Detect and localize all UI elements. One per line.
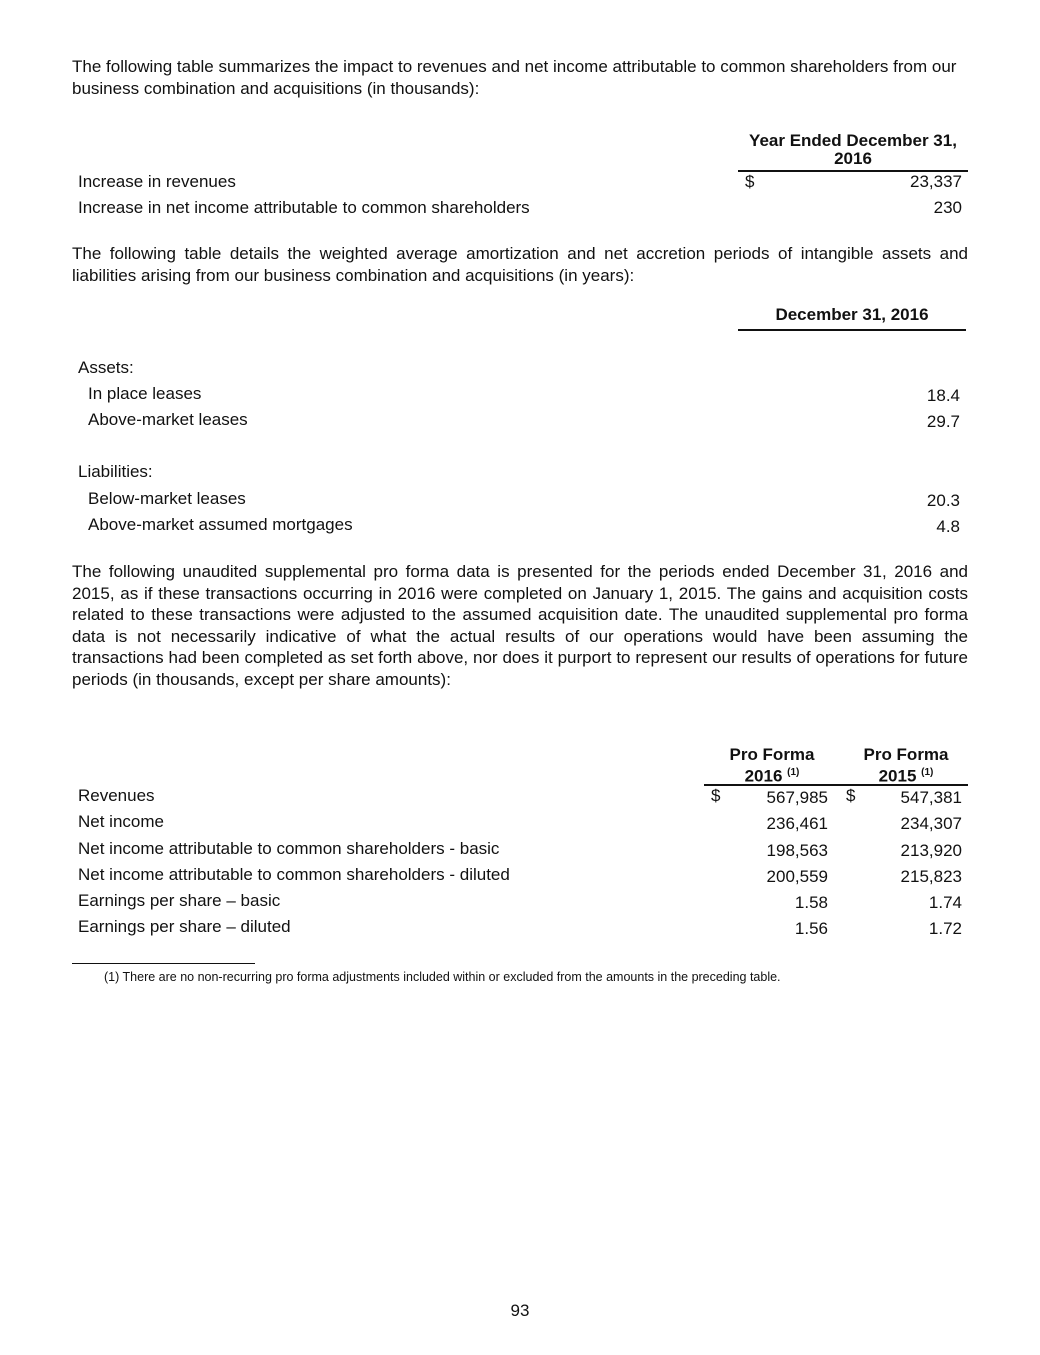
table-row	[72, 837, 968, 861]
row-value-2016: 200,559	[766, 867, 828, 886]
section-heading	[72, 460, 968, 484]
table-row	[72, 915, 968, 939]
table-row	[72, 170, 968, 194]
dollar-sign: $	[711, 786, 721, 805]
dollar-sign: $	[846, 786, 856, 805]
col2-header-line2: 2015	[878, 766, 917, 786]
row-value-2015: 215,823	[900, 867, 962, 886]
row-value: 18.4	[926, 386, 960, 405]
table1-header-line2: 2016	[834, 149, 872, 168]
table-row	[72, 196, 968, 220]
row-value-2015: 547,381	[900, 788, 962, 807]
col1-header-line2: 2016	[744, 766, 783, 786]
intro-paragraph-1: The following table summarizes the impact to revenues and net income attributable to common shareholders from our business combination and acquisitions (in thousands):	[72, 57, 957, 98]
table-row	[72, 382, 968, 406]
page-number: 93	[510, 1301, 530, 1320]
row-label: Earnings per share – basic	[78, 891, 281, 910]
row-value-2015: 1.74	[928, 893, 962, 912]
row-label: In place leases	[88, 384, 202, 403]
table3-col2-header	[844, 746, 968, 786]
row-label: Above-market leases	[88, 410, 248, 429]
footnote-rule	[72, 963, 255, 964]
row-label: Below-market leases	[88, 489, 246, 508]
row-value-2016: 198,563	[766, 841, 828, 860]
table2-header-rule	[738, 329, 966, 331]
row-label: Net income attributable to common shareholders - basic	[78, 839, 500, 858]
row-value-2016: 1.56	[794, 919, 828, 938]
intro-paragraph-2: The following table details the weighted average amortization and net accretion periods of intangible assets and liabilities arising from our business combination and acquisitions (in years):	[72, 244, 968, 285]
table-row	[72, 810, 968, 834]
row-value-2015: 213,920	[900, 841, 962, 860]
footnote-marker: (1)	[921, 767, 934, 778]
row-value-2015: 1.72	[928, 919, 962, 938]
row-label: Increase in net income attributable to common shareholders	[78, 198, 530, 217]
table3-col1-header	[710, 746, 834, 786]
row-value: 230	[933, 198, 962, 217]
row-label: Net income	[78, 812, 164, 831]
col2-header-line1: Pro Forma	[863, 745, 949, 764]
amortization-periods-table	[72, 306, 968, 546]
row-label: Earnings per share – diluted	[78, 917, 291, 936]
row-value-2016: 567,985	[766, 788, 828, 807]
table-row	[72, 784, 968, 808]
row-value: 4.8	[936, 517, 960, 536]
table-row	[72, 889, 968, 913]
dollar-sign: $	[745, 172, 755, 191]
table1-header	[738, 132, 968, 168]
row-label: Increase in revenues	[78, 172, 236, 191]
table-row	[72, 487, 968, 511]
section-heading	[72, 356, 968, 380]
table-row	[72, 408, 968, 432]
intro-paragraph-3: The following unaudited supplemental pro forma data is presented for the periods ended December 31, 2016 and 2015, as if these transactions occurring in 2016 were completed on January 1, 2015. The gains and acquisition costs related to these transactions were adjusted to the assumed acquisition date. The unaudited supplemental pro forma data is not necessarily indicative of what the actual results of our operations would have been assuming the transactions had been completed as set forth above, nor does it purport to represent our results of operations for future periods (in thousands, except per share amounts):	[72, 562, 968, 689]
table1-header-line1: Year Ended December 31,	[749, 131, 957, 150]
footnote-marker: (1)	[787, 767, 800, 778]
row-value-2016: 236,461	[766, 814, 828, 833]
row-value-2016: 1.58	[794, 893, 828, 912]
assets-heading: Assets:	[78, 358, 134, 377]
row-label: Revenues	[78, 786, 155, 805]
row-value: 20.3	[926, 491, 960, 510]
footnote-text: (1) There are no non-recurring pro forma adjustments included within or excluded from the amounts in the preceding table.	[104, 970, 781, 984]
table-row	[72, 513, 968, 537]
pro-forma-table	[72, 746, 968, 966]
table2-header: December 31, 2016	[775, 305, 929, 324]
col1-header-line1: Pro Forma	[729, 745, 815, 764]
acquisition-impact-table	[72, 132, 968, 232]
row-label: Above-market assumed mortgages	[88, 515, 353, 534]
row-label: Net income attributable to common shareholders - diluted	[78, 865, 510, 884]
row-value: 23,337	[910, 172, 962, 191]
table-row	[72, 863, 968, 887]
liabilities-heading: Liabilities:	[78, 462, 153, 481]
row-value: 29.7	[926, 412, 960, 431]
row-value-2015: 234,307	[900, 814, 962, 833]
